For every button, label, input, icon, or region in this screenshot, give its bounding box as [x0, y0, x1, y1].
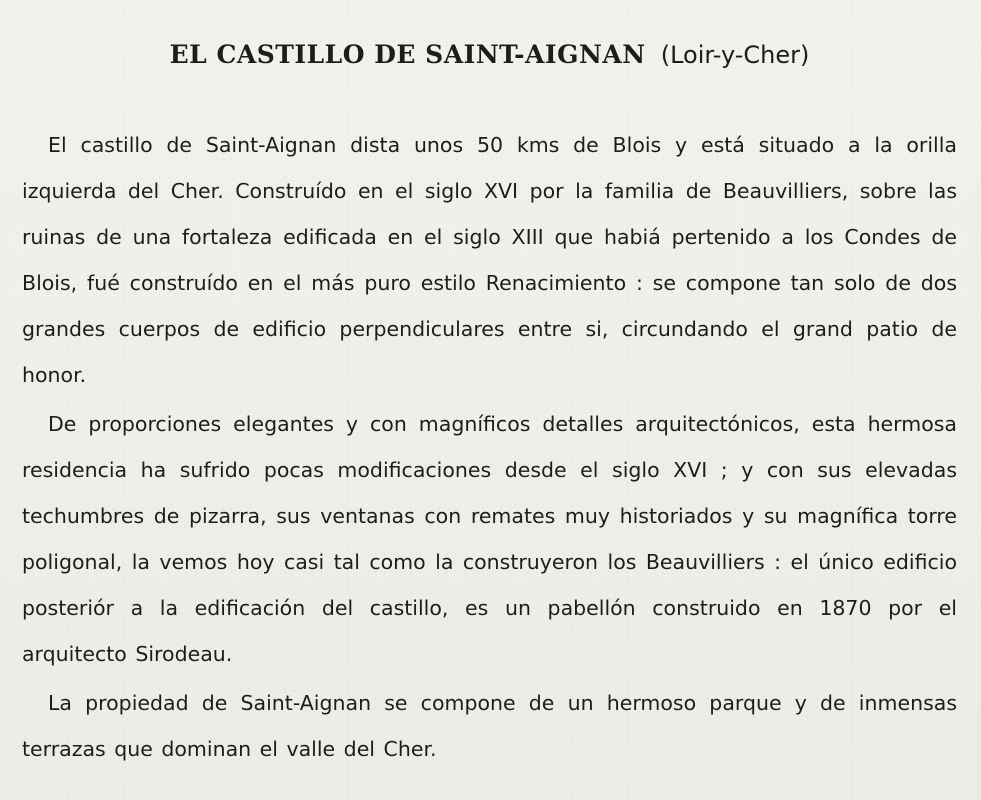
- paragraph-3: La propiedad de Saint-Aignan se compone de un hermoso parque y de inmensas terrazas que dominan el valle del Cher.: [22, 691, 957, 761]
- document-title: [22, 34, 957, 70]
- document-body: [22, 122, 957, 772]
- paragraph-2: De proporciones elegantes y con magníficos detalles arquitectónicos, esta hermosa residencia ha sufrido pocas modificaciones desde el siglo XVI ; y con sus elevadas techumbres de pizarra, sus ventanas con remates muy historiados y su magnífica torre poligonal, la vemos hoy casi tal como la construyeron los Beauvilliers : el único edificio posteriór a la edificación del castillo, es un pabellón construido en 1870 por el arquitecto Sirodeau.: [22, 412, 957, 666]
- title-subtitle: (Loir-y-Cher): [660, 41, 810, 69]
- title-main: EL CASTILLO DE SAINT-AIGNAN: [169, 40, 646, 69]
- paragraph-1: El castillo de Saint-Aignan dista unos 50 kms de Blois y está situado a la orilla izquierda del Cher. Construído en el siglo XVI por la familia de Beauvilliers, sobre las ruinas de una fortaleza edificada en el siglo XIII que habiá pertenido a los Condes de Blois, fué construído en el más puro estilo Renacimiento : se compone tan solo de dos grandes cuerpos de edificio perpendiculares entre si, circundando el grand patio de honor.: [22, 133, 957, 387]
